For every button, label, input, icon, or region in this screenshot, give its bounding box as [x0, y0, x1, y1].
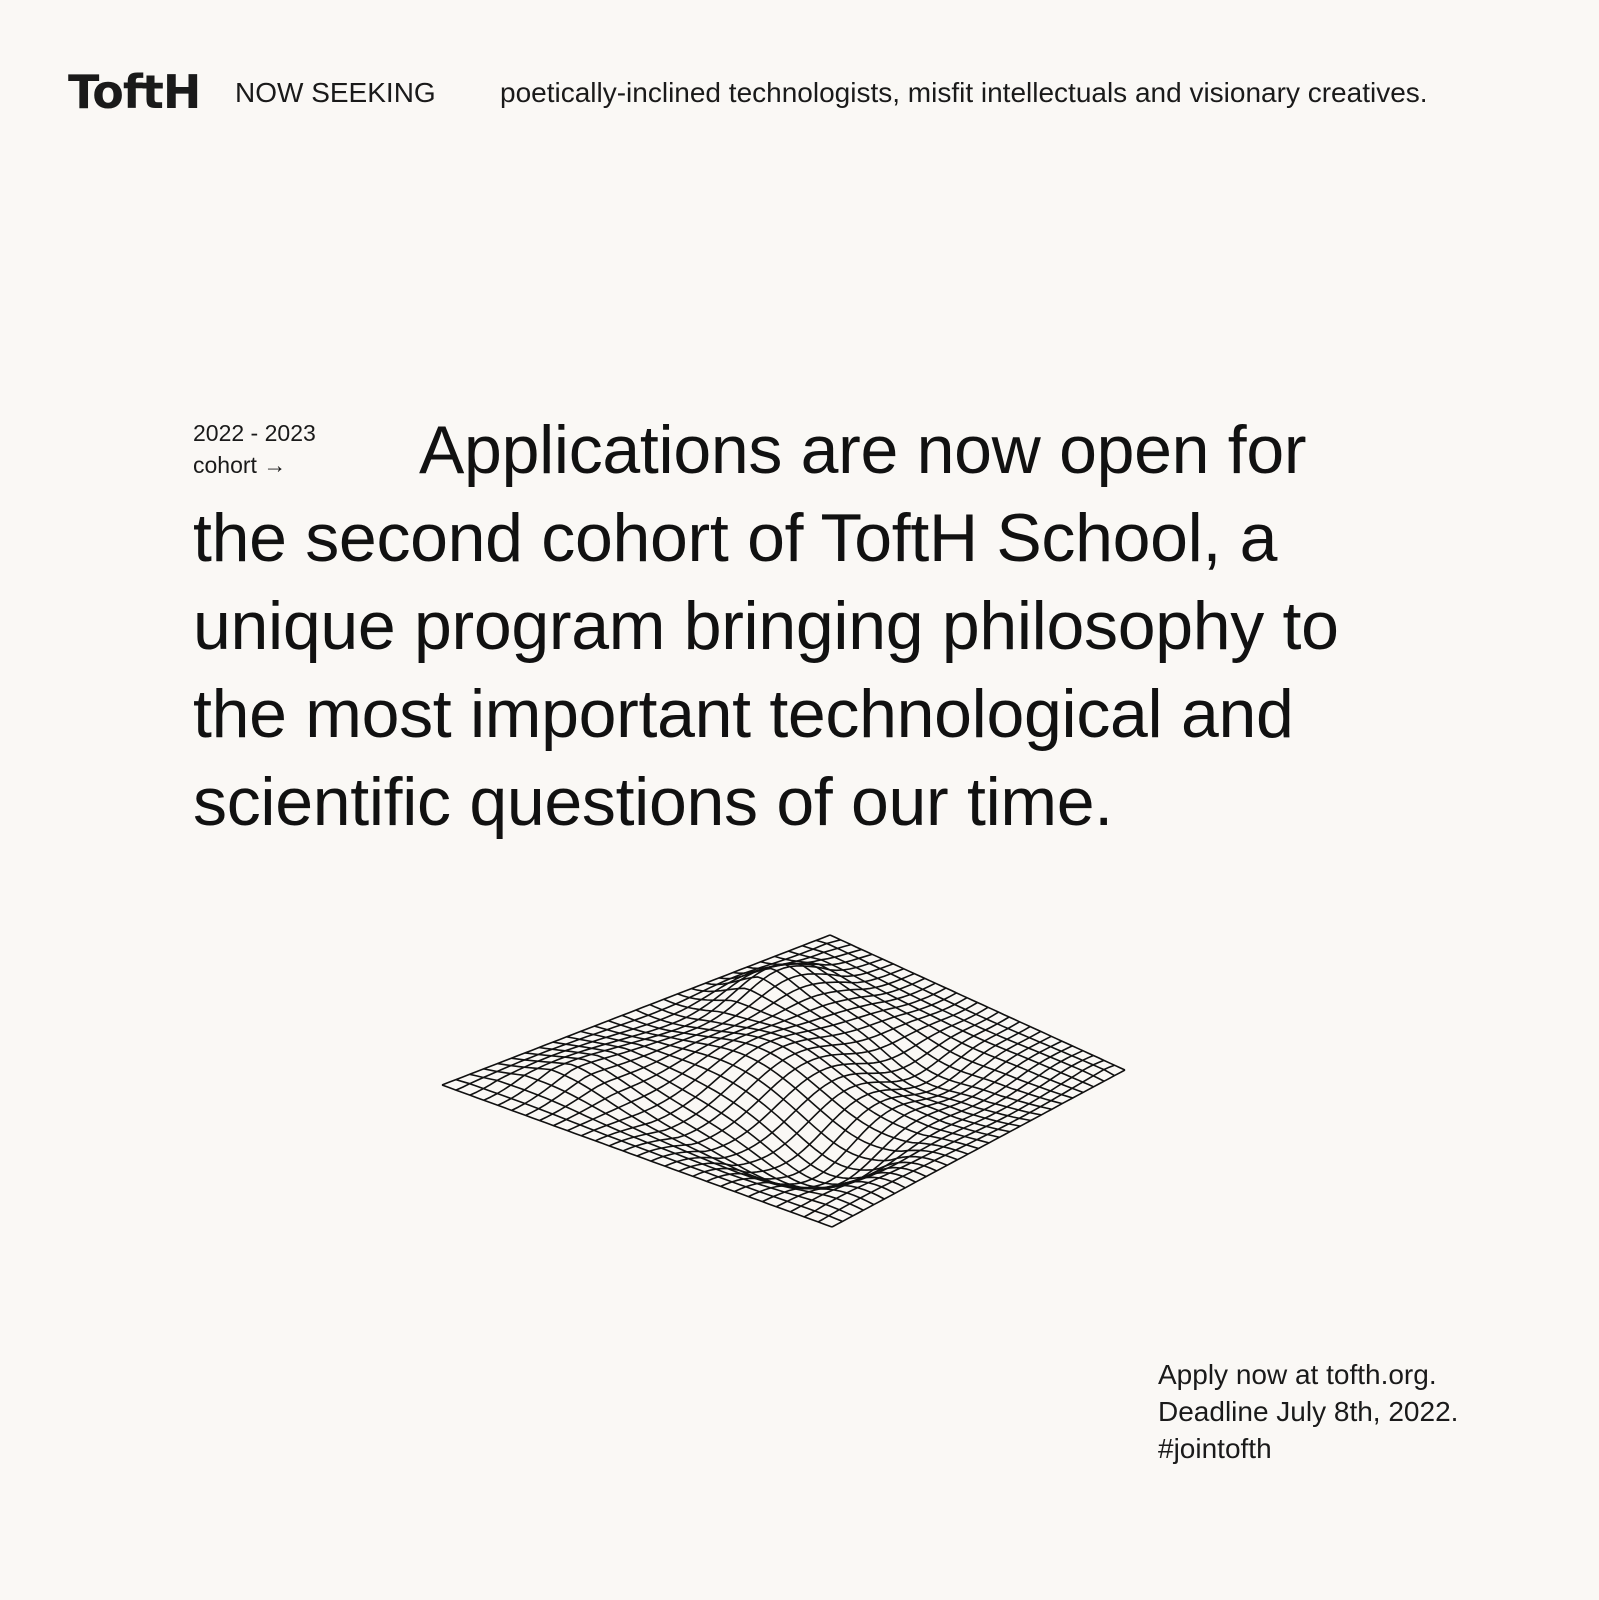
- apply-line: Apply now at tofth.org.: [1158, 1359, 1437, 1390]
- call-to-action: [1158, 1356, 1458, 1467]
- mesh-line: [470, 1074, 853, 1216]
- mesh-line: [540, 969, 904, 1121]
- hashtag-line: #jointofth: [1158, 1433, 1272, 1464]
- tofth-logo: ToftH: [68, 65, 201, 119]
- mesh-line: [595, 988, 946, 1141]
- cohort-years: 2022 - 2023: [193, 420, 316, 446]
- mesh-line: [567, 1037, 927, 1179]
- cohort-label: cohort →: [193, 452, 287, 478]
- headline: Applications are now open for the second cohort of ToftH School, a unique program bringing philosophy to the most important technological and scientific questions of our time.: [193, 412, 1339, 840]
- mesh-line: [802, 946, 1104, 1081]
- mesh-line: [705, 977, 1031, 1121]
- now-seeking-label: NOW SEEKING: [235, 77, 436, 108]
- wireframe-terrain-illustration: [440, 925, 1150, 1245]
- deadline-line: Deadline July 8th, 2022.: [1158, 1396, 1459, 1427]
- seeking-description: poetically-inclined technologists, misfit intellectuals and visionary creatives.: [500, 77, 1428, 108]
- mesh-line: [623, 998, 967, 1151]
